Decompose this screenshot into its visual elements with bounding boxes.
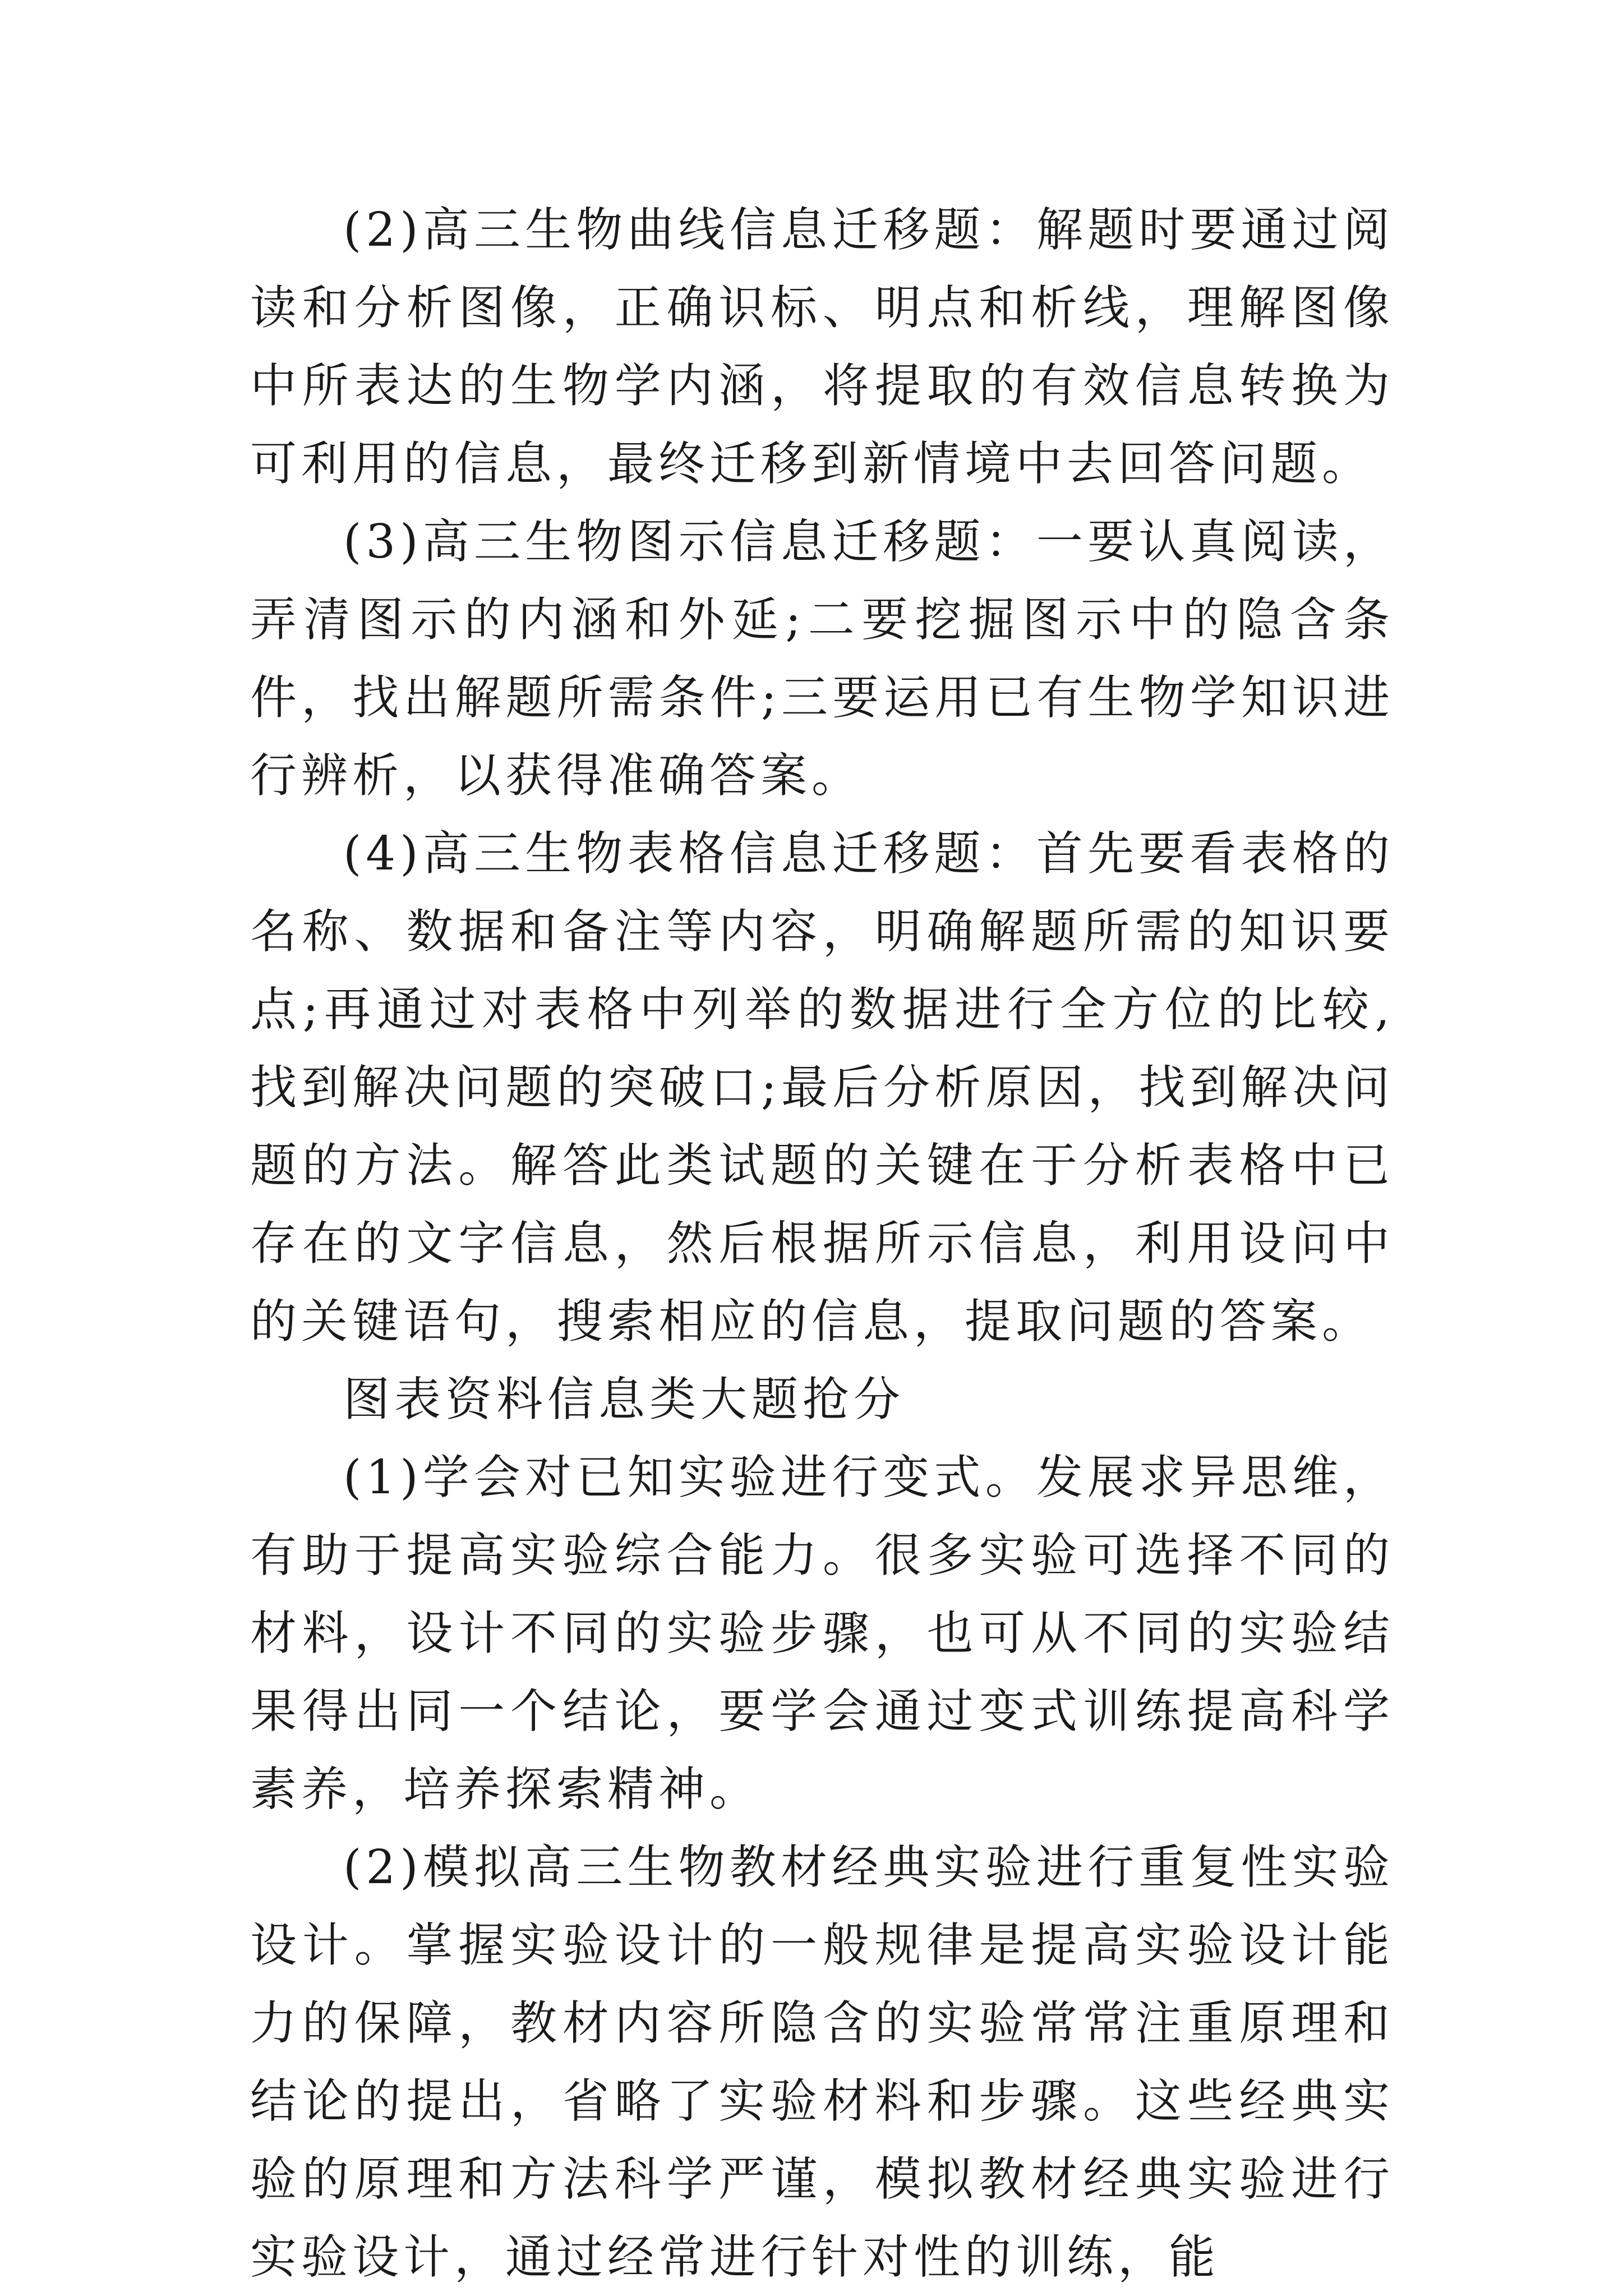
paragraph-diagram-info: (3)高三生物图示信息迁移题：一要认真阅读，弄清图示的内涵和外延;二要挖掘图示中的隐含条件，找出解题所需条件;三要运用已有生物学知识进行辨析，以获得准确答案。 bbox=[250, 514, 1394, 803]
paragraph-curve-info: (2)高三生物曲线信息迁移题：解题时要通过阅读和分析图像，正确识标、明点和析线，理解图像中所表达的生物学内涵，将提取的有效信息转换为可利用的信息，最终迁移到新情境中去回答问题。 bbox=[250, 203, 1394, 491]
document-body bbox=[250, 191, 1394, 2296]
paragraph-classic-experiment: (2)模拟高三生物教材经典实验进行重复性实验设计。掌握实验设计的一般规律是提高实验设计能力的保障，教材内容所隐含的实验常常注重原理和结论的提出，省略了实验材料和步骤。这些经典实验的原理和方法科学严谨，模拟教材经典实验进行实验设计，通过经常进行针对性的训练，能 bbox=[250, 1840, 1394, 2284]
section-heading: 图表资料信息类大题抢分 bbox=[343, 1372, 905, 1427]
paragraph-table-info: (4)高三生物表格信息迁移题：首先要看表格的名称、数据和备注等内容，明确解题所需的知识要点;再通过对表格中列举的数据进行全方位的比较,找到解决问题的突破口;最后分析原因，找到解决问题的方法。解答此类试题的关键在于分析表格中已存在的文字信息，然后根据所示信息，利用设问中的关键语句，搜索相应的信息，提取问题的答案。 bbox=[250, 826, 1394, 1349]
paragraph-experiment-variation: (1)学会对已知实验进行变式。发展求异思维，有助于提高实验综合能力。很多实验可选择不同的材料，设计不同的实验步骤，也可从不同的实验结果得出同一个结论，要学会通过变式训练提高科学素养，培养探索精神。 bbox=[250, 1450, 1394, 1816]
